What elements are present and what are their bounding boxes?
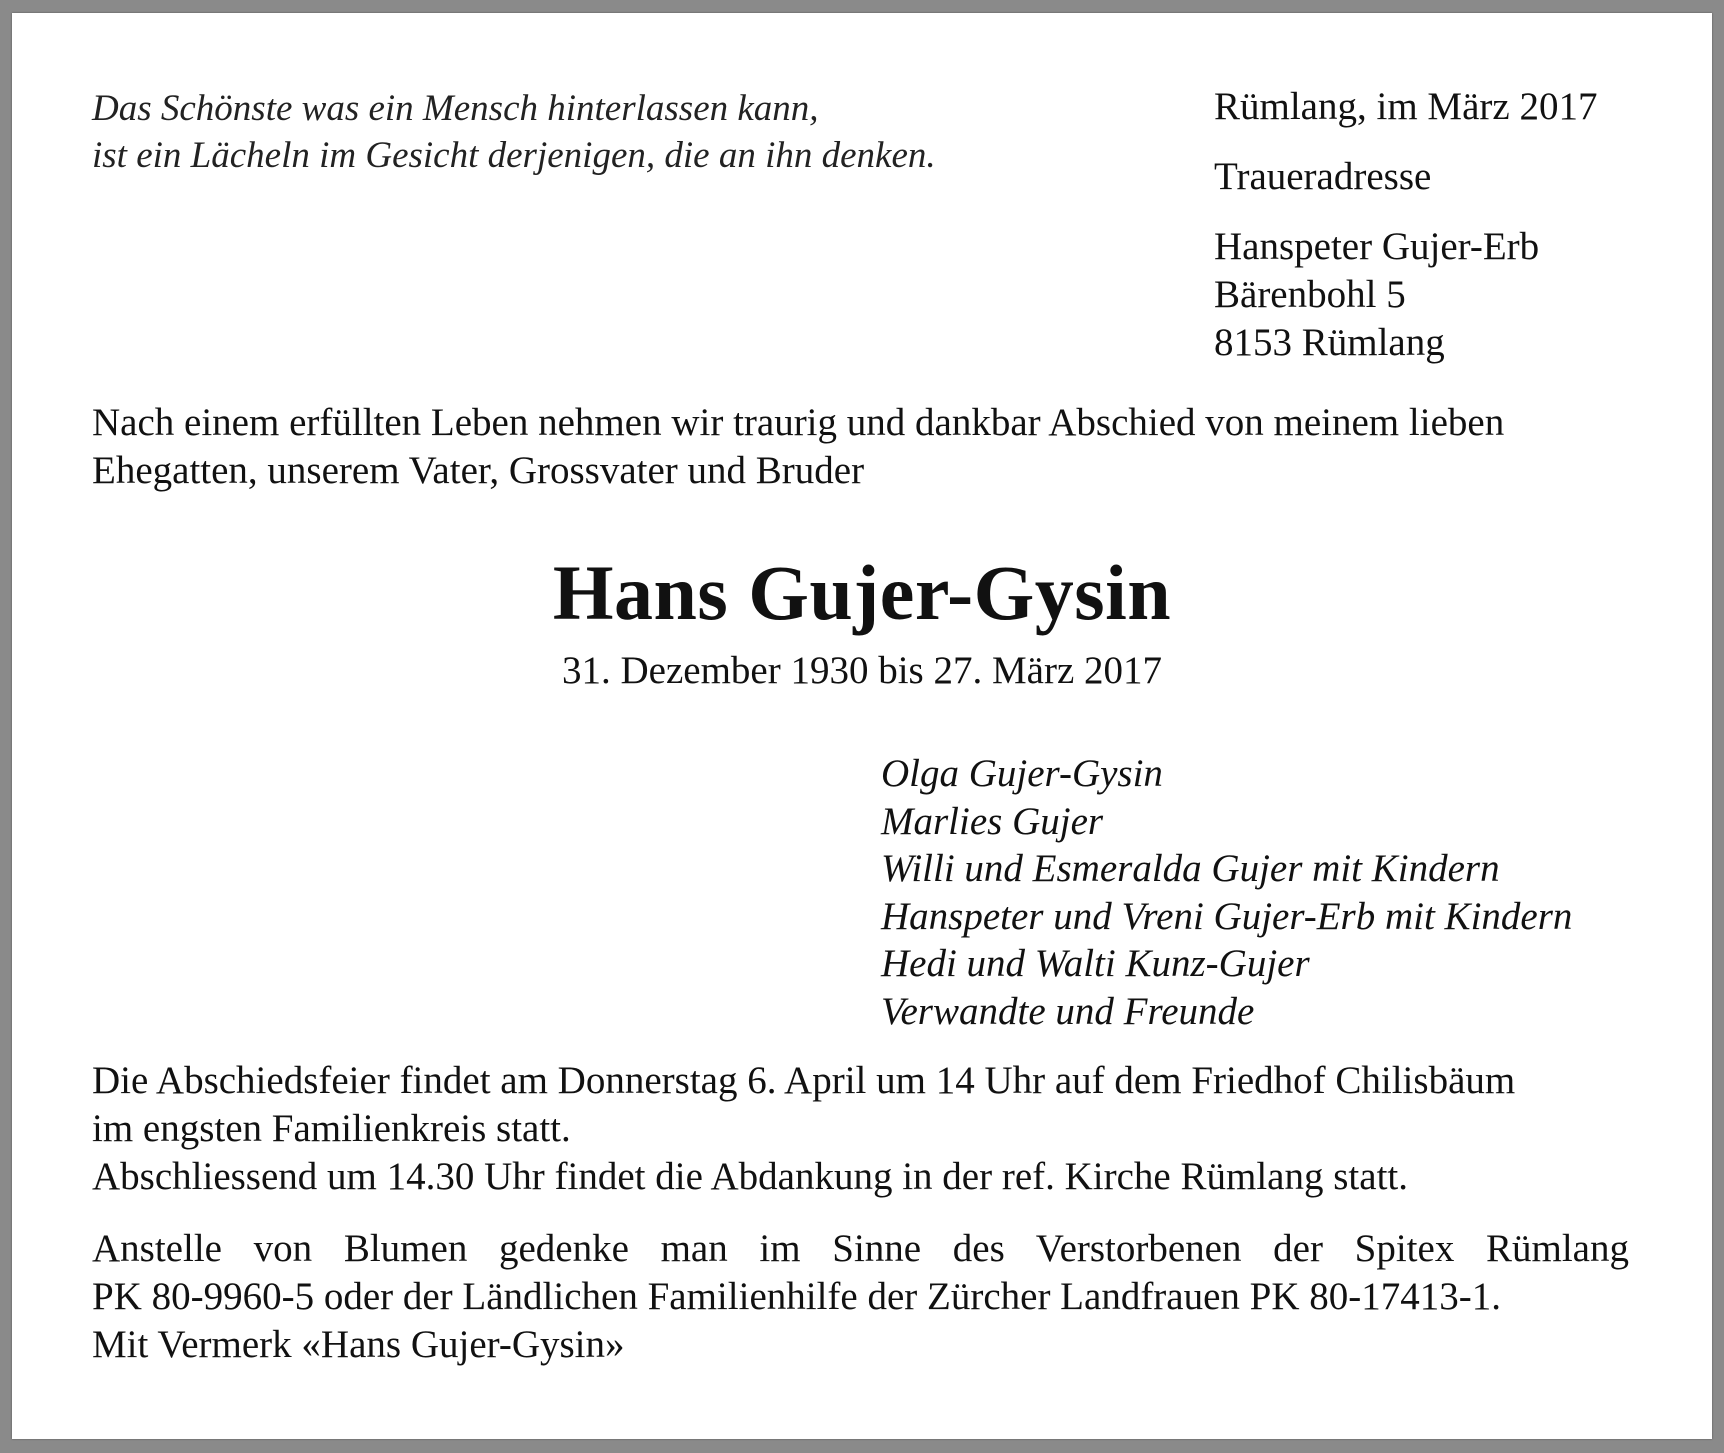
memorial-quote: [92, 85, 936, 179]
mourner-entry: Olga Gujer-Gysin: [881, 752, 1163, 795]
ceremony-line: Die Abschiedsfeier findet am Donnerstag 6. April um 14 Uhr auf dem Friedhof Chilisbäum: [92, 1059, 1516, 1102]
quote-line: Das Schönste was ein Mensch hinterlassen kann,: [92, 88, 819, 129]
obituary-notice: [12, 13, 1712, 1439]
address-line: Bärenbohl 5: [1214, 273, 1406, 316]
mourner-entry: Hedi und Walti Kunz-Gujer: [881, 942, 1310, 986]
ceremony-line: Abschliessend um 14.30 Uhr findet die Abdankung in der ref. Kirche Rümlang statt.: [92, 1155, 1408, 1198]
intro-line: Nach einem erfüllten Leben nehmen wir traurig und dankbar Abschied von meinem lieben: [92, 401, 1505, 444]
mourners-list: [881, 750, 1572, 1036]
mourner-entry: Willi und Esmeralda Gujer mit Kindern: [881, 847, 1500, 891]
donation-line: Mit Vermerk «Hans Gujer-Gysin»: [92, 1323, 625, 1366]
place-date: Rümlang, im März 2017: [1214, 85, 1598, 128]
life-dates: 31. Dezember 1930 bis 27. März 2017: [561, 649, 1163, 692]
ceremony-line: im engsten Familienkreis statt.: [92, 1107, 571, 1150]
donation-line: PK 80-9960-5 oder der Ländlichen Familienhilfe der Zürcher Landfrauen PK 80-17413-1.: [92, 1275, 1501, 1318]
intro-paragraph: [92, 399, 1632, 495]
address-line: Hanspeter Gujer-Erb: [1214, 225, 1540, 268]
mourner-entry: Marlies Gujer: [881, 799, 1104, 843]
donation-paragraph: [92, 1225, 1632, 1369]
donation-line: Anstelle von Blumen gedenke man im Sinne des Verstorbenen der Spitex Rümlang: [92, 1227, 1629, 1270]
address-label: Traueradresse: [1214, 155, 1432, 198]
intro-line: Ehegatten, unserem Vater, Grossvater und Bruder: [92, 449, 865, 492]
quote-line: ist ein Lächeln im Gesicht derjenigen, die an ihn denken.: [92, 135, 936, 176]
ceremony-paragraph: [92, 1057, 1632, 1201]
mourning-address: [1214, 223, 1597, 367]
mourner-entry: Verwandte und Freunde: [881, 989, 1255, 1033]
mourner-entry: Hanspeter und Vreni Gujer-Erb mit Kindern: [881, 894, 1573, 938]
deceased-name: Hans Gujer-Gysin: [552, 549, 1172, 636]
address-line: 8153 Rümlang: [1214, 321, 1445, 364]
header-right-column: [1214, 83, 1597, 367]
